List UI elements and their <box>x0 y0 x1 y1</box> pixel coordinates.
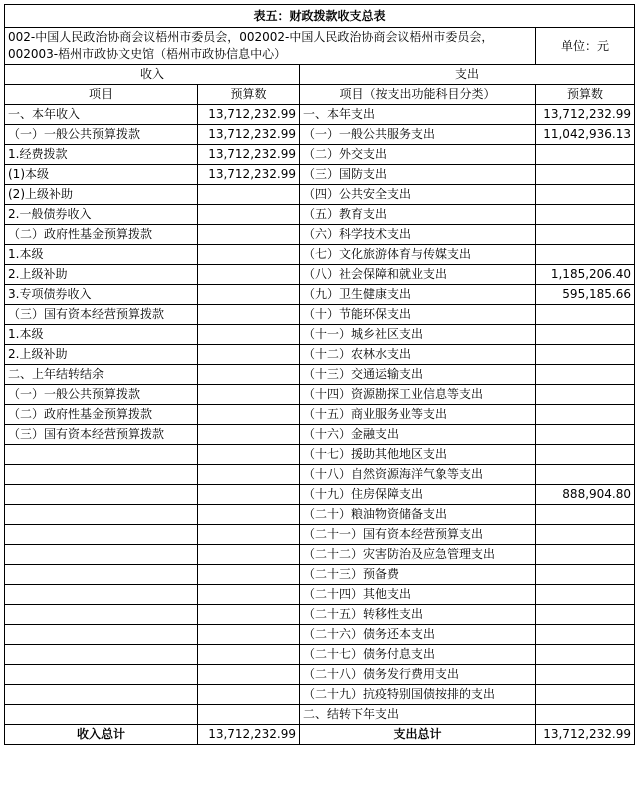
expense-budget <box>536 225 635 245</box>
income-item: 1.经费拨款 <box>5 145 198 165</box>
table-row <box>5 325 635 345</box>
expense-item: （十三）交通运输支出 <box>300 365 536 385</box>
total-income-value: 13,712,232.99 <box>198 725 300 745</box>
income-item: (2)上级补助 <box>5 185 198 205</box>
income-item: （三）国有资本经营预算拨款 <box>5 305 198 325</box>
table-row <box>5 425 635 445</box>
expense-item: （三）国防支出 <box>300 165 536 185</box>
expense-item: （二十三）预备费 <box>300 565 536 585</box>
unit-name: 002-中国人民政治协商会议梧州市委员会，002002-中国人民政治协商会议梧州市委员会，002003-梧州市政协文史馆（梧州市政协信息中心） <box>5 28 536 65</box>
table-row <box>5 645 635 665</box>
expense-budget: 888,904.80 <box>536 485 635 505</box>
expense-item: （二十）粮油物资储备支出 <box>300 505 536 525</box>
total-income-label: 收入总计 <box>5 725 198 745</box>
expense-item: （五）教育支出 <box>300 205 536 225</box>
income-item <box>5 485 198 505</box>
income-budget <box>198 265 300 285</box>
expense-item: （十五）商业服务业等支出 <box>300 405 536 425</box>
expense-item: （十七）援助其他地区支出 <box>300 445 536 465</box>
income-item: 3.专项债券收入 <box>5 285 198 305</box>
income-budget <box>198 305 300 325</box>
expense-budget <box>536 305 635 325</box>
income-budget <box>198 285 300 305</box>
income-item <box>5 685 198 705</box>
table-row <box>5 265 635 285</box>
table-row <box>5 565 635 585</box>
income-budget <box>198 585 300 605</box>
expense-item: （十八）自然资源海洋气象等支出 <box>300 465 536 485</box>
expense-budget-header: 预算数 <box>536 85 635 105</box>
expense-item: （八）社会保障和就业支出 <box>300 265 536 285</box>
income-budget <box>198 705 300 725</box>
table-row <box>5 365 635 385</box>
income-budget <box>198 465 300 485</box>
expense-item: （二十五）转移性支出 <box>300 605 536 625</box>
income-item <box>5 665 198 685</box>
expense-budget <box>536 665 635 685</box>
income-item <box>5 645 198 665</box>
expense-item: （六）科学技术支出 <box>300 225 536 245</box>
income-item: （一）一般公共预算拨款 <box>5 125 198 145</box>
title-row <box>5 5 635 28</box>
expense-budget <box>536 505 635 525</box>
table-row <box>5 545 635 565</box>
expense-budget <box>536 425 635 445</box>
budget-summary-table <box>4 4 635 745</box>
column-header-row <box>5 85 635 105</box>
table-title: 表五：财政拨款收支总表 <box>5 5 635 28</box>
expense-budget <box>536 145 635 165</box>
expense-item: 二、结转下年支出 <box>300 705 536 725</box>
table-row <box>5 585 635 605</box>
total-expense-value: 13,712,232.99 <box>536 725 635 745</box>
income-item <box>5 625 198 645</box>
expense-budget <box>536 605 635 625</box>
expense-item-header: 项目（按支出功能科目分类） <box>300 85 536 105</box>
income-item <box>5 545 198 565</box>
total-expense-label: 支出总计 <box>300 725 536 745</box>
table-row <box>5 225 635 245</box>
income-budget <box>198 345 300 365</box>
table-row <box>5 165 635 185</box>
expense-budget: 13,712,232.99 <box>536 105 635 125</box>
income-item <box>5 705 198 725</box>
expense-budget <box>536 345 635 365</box>
income-budget <box>198 325 300 345</box>
income-budget <box>198 445 300 465</box>
income-budget <box>198 645 300 665</box>
income-budget <box>198 485 300 505</box>
expense-item: （十六）金融支出 <box>300 425 536 445</box>
table-row <box>5 485 635 505</box>
section-header-row <box>5 65 635 85</box>
income-item <box>5 445 198 465</box>
expense-budget <box>536 545 635 565</box>
income-item: (1)本级 <box>5 165 198 185</box>
income-item: （一）一般公共预算拨款 <box>5 385 198 405</box>
income-item: 2.一般债券收入 <box>5 205 198 225</box>
income-budget <box>198 565 300 585</box>
expense-item: （十九）住房保障支出 <box>300 485 536 505</box>
expense-budget <box>536 245 635 265</box>
expense-budget <box>536 365 635 385</box>
income-budget <box>198 425 300 445</box>
income-budget <box>198 245 300 265</box>
income-budget <box>198 605 300 625</box>
table-row <box>5 625 635 645</box>
income-item: 二、上年结转结余 <box>5 365 198 385</box>
expense-item: （二十八）债务发行费用支出 <box>300 665 536 685</box>
income-budget-header: 预算数 <box>198 85 300 105</box>
income-item <box>5 525 198 545</box>
table-row <box>5 345 635 365</box>
expense-budget <box>536 185 635 205</box>
income-budget: 13,712,232.99 <box>198 125 300 145</box>
table-row <box>5 205 635 225</box>
income-budget: 13,712,232.99 <box>198 165 300 185</box>
income-item: （二）政府性基金预算拨款 <box>5 405 198 425</box>
table-row <box>5 665 635 685</box>
income-item: （三）国有资本经营预算拨款 <box>5 425 198 445</box>
income-budget <box>198 505 300 525</box>
income-budget: 13,712,232.99 <box>198 145 300 165</box>
income-item <box>5 465 198 485</box>
expense-budget <box>536 685 635 705</box>
expense-item: （九）卫生健康支出 <box>300 285 536 305</box>
expense-item: （二）外交支出 <box>300 145 536 165</box>
table-row <box>5 465 635 485</box>
income-budget <box>198 525 300 545</box>
income-item: 2.上级补助 <box>5 345 198 365</box>
income-budget <box>198 625 300 645</box>
income-item <box>5 565 198 585</box>
table-row <box>5 705 635 725</box>
income-budget <box>198 365 300 385</box>
table-row <box>5 285 635 305</box>
expense-budget <box>536 625 635 645</box>
income-item: 一、本年收入 <box>5 105 198 125</box>
table-row <box>5 445 635 465</box>
table-row <box>5 525 635 545</box>
expense-budget: 11,042,936.13 <box>536 125 635 145</box>
table-row <box>5 125 635 145</box>
expense-item: （十一）城乡社区支出 <box>300 325 536 345</box>
table-row <box>5 185 635 205</box>
total-row <box>5 725 635 745</box>
expense-budget <box>536 205 635 225</box>
unit-label: 单位：元 <box>536 28 635 65</box>
table-row <box>5 145 635 165</box>
unit-row <box>5 28 635 65</box>
income-budget <box>198 225 300 245</box>
table-row <box>5 505 635 525</box>
expense-item: （十二）农林水支出 <box>300 345 536 365</box>
table-row <box>5 605 635 625</box>
expense-item: （七）文化旅游体育与传媒支出 <box>300 245 536 265</box>
table-row <box>5 105 635 125</box>
income-budget <box>198 665 300 685</box>
expense-item: （二十九）抗疫特别国债按排的支出 <box>300 685 536 705</box>
income-budget <box>198 405 300 425</box>
income-item: 1.本级 <box>5 325 198 345</box>
expense-header: 支出 <box>300 65 635 85</box>
table-row <box>5 685 635 705</box>
expense-budget <box>536 645 635 665</box>
income-item: 1.本级 <box>5 245 198 265</box>
expense-budget <box>536 705 635 725</box>
expense-budget <box>536 565 635 585</box>
income-item: （二）政府性基金预算拨款 <box>5 225 198 245</box>
expense-budget <box>536 585 635 605</box>
expense-item: （二十六）债务还本支出 <box>300 625 536 645</box>
table-row <box>5 405 635 425</box>
expense-item: （二十七）债务付息支出 <box>300 645 536 665</box>
expense-item: 一、本年支出 <box>300 105 536 125</box>
income-item <box>5 585 198 605</box>
expense-budget: 1,185,206.40 <box>536 265 635 285</box>
expense-item: （四）公共安全支出 <box>300 185 536 205</box>
expense-budget <box>536 385 635 405</box>
expense-budget <box>536 165 635 185</box>
expense-budget <box>536 405 635 425</box>
income-item: 2.上级补助 <box>5 265 198 285</box>
table-row <box>5 385 635 405</box>
table-row <box>5 245 635 265</box>
expense-budget <box>536 525 635 545</box>
expense-item: （二十四）其他支出 <box>300 585 536 605</box>
income-budget <box>198 385 300 405</box>
income-budget <box>198 205 300 225</box>
expense-budget <box>536 445 635 465</box>
expense-item: （二十二）灾害防治及应急管理支出 <box>300 545 536 565</box>
expense-budget <box>536 325 635 345</box>
income-header: 收入 <box>5 65 300 85</box>
expense-item: （十四）资源勘探工业信息等支出 <box>300 385 536 405</box>
income-budget: 13,712,232.99 <box>198 105 300 125</box>
expense-budget: 595,185.66 <box>536 285 635 305</box>
expense-budget <box>536 465 635 485</box>
income-item <box>5 605 198 625</box>
income-budget <box>198 685 300 705</box>
expense-item: （一）一般公共服务支出 <box>300 125 536 145</box>
table-row <box>5 305 635 325</box>
expense-item: （二十一）国有资本经营预算支出 <box>300 525 536 545</box>
income-budget <box>198 185 300 205</box>
income-item-header: 项目 <box>5 85 198 105</box>
expense-item: （十）节能环保支出 <box>300 305 536 325</box>
income-item <box>5 505 198 525</box>
income-budget <box>198 545 300 565</box>
